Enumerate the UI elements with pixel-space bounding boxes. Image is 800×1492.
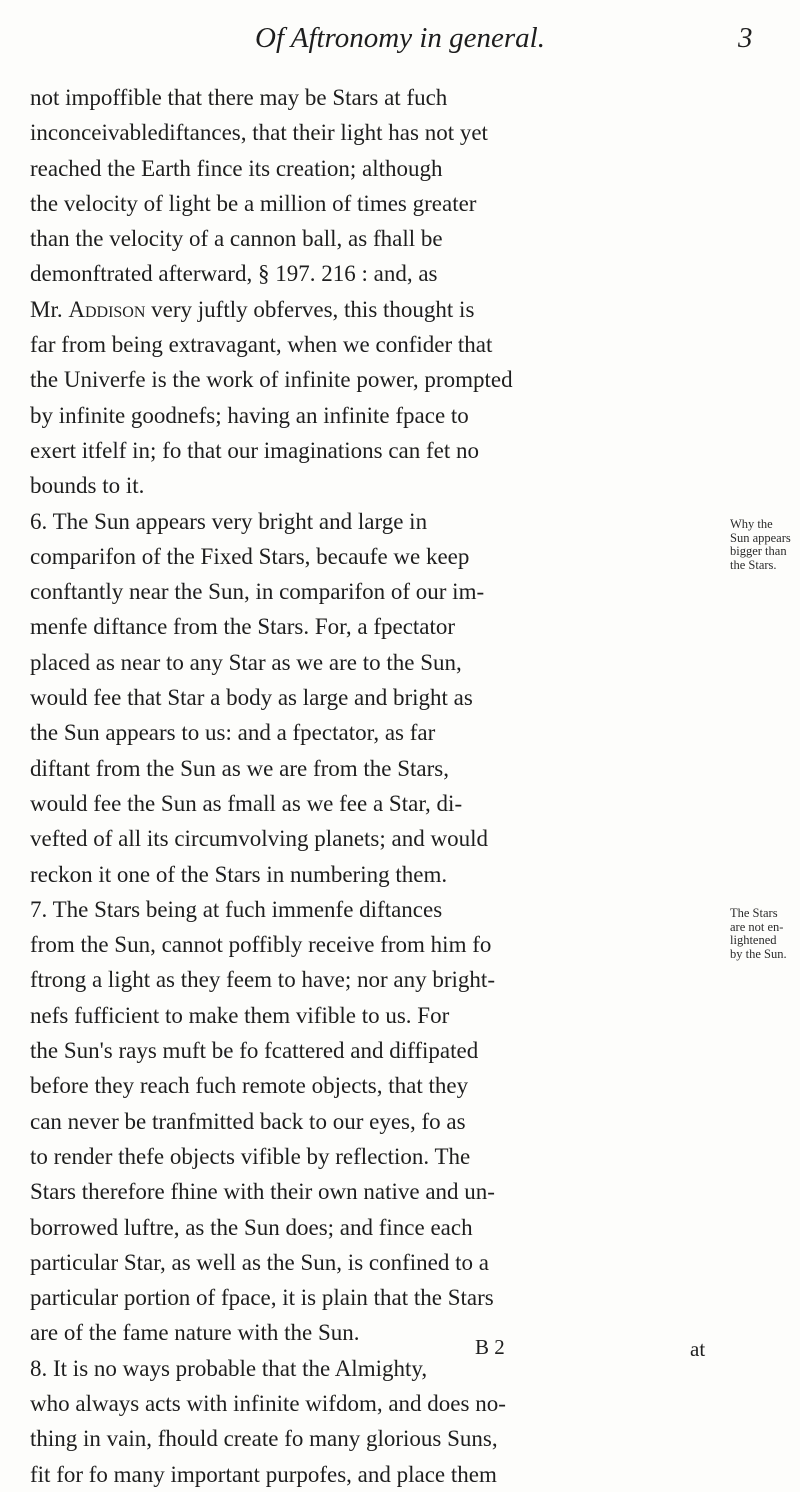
page-number: 3 bbox=[738, 22, 753, 54]
text-line: are of the fame nature with the Sun. bbox=[30, 1320, 360, 1346]
catchword: at bbox=[690, 1337, 706, 1361]
text-line: vefted of all its circumvolving planets; and would bbox=[30, 826, 488, 852]
text-line: the velocity of light be a million of times greater bbox=[30, 190, 477, 216]
text-line: the Univerfe is the work of infinite power, prompted bbox=[30, 367, 513, 393]
text-line: ftrong a light as they feem to have; nor any bright- bbox=[30, 967, 495, 993]
text-line: Mr. Addison very juftly obferves, this thought is bbox=[30, 296, 475, 322]
text-line: the Sun appears to us: and a fpectator, as far bbox=[30, 720, 436, 746]
text-line: the Sun's rays muft be fo fcattered and diffipated bbox=[30, 1038, 479, 1064]
text-line: would fee that Star a body as large and bright as bbox=[30, 685, 473, 711]
text-line: far from being extravagant, when we confider that bbox=[30, 332, 493, 358]
text-line: particular portion of fpace, it is plain that the Stars bbox=[30, 1285, 494, 1311]
text-line: exert itfelf in; fo that our imaginations can fet no bbox=[30, 437, 479, 463]
signature-mark: B 2 bbox=[475, 1335, 505, 1359]
margin-note-stars-not-enlightened bbox=[730, 907, 798, 961]
text-line: comparifon of the Fixed Stars, becaufe we keep bbox=[30, 543, 470, 569]
text-line: thing in vain, fhould create fo many glorious Suns, bbox=[30, 1426, 498, 1452]
margin-note-sun-appears-bigger bbox=[730, 518, 798, 572]
text-line: Stars therefore fhine with their own native and un- bbox=[30, 1179, 495, 1205]
text-line: inconceivablediftances, that their light has not yet bbox=[30, 120, 488, 146]
text-line: bounds to it. bbox=[30, 473, 145, 499]
text-line: fit for fo many important purpofes, and place them bbox=[30, 1461, 497, 1487]
text-line: from the Sun, cannot poffibly receive from him fo bbox=[30, 932, 492, 958]
text-line: can never be tranfmitted back to our eyes, fo as bbox=[30, 1108, 466, 1134]
text-line: diftant from the Sun as we are from the Stars, bbox=[30, 755, 449, 781]
margin-note-line: bigger than bbox=[730, 544, 787, 558]
margin-note-line: are not en- bbox=[730, 919, 784, 934]
text-line: 8. It is no ways probable that the Almighty, bbox=[30, 1355, 428, 1381]
text-line: would fee the Sun as fmall as we fee a Star, di- bbox=[30, 790, 463, 816]
author-name-smallcaps: Addison bbox=[68, 296, 146, 322]
text-line: not impoffible that there may be Stars at fuch bbox=[30, 85, 448, 110]
text-line: conftantly near the Sun, in comparifon of our im- bbox=[30, 579, 485, 605]
text-line: by infinite goodnefs; having an infinite fpace to bbox=[30, 402, 469, 428]
text-line: menfe diftance from the Stars. For, a fpectator bbox=[30, 614, 456, 640]
margin-note-line: Why the bbox=[730, 517, 773, 531]
text-line: borrowed luftre, as the Sun does; and fince each bbox=[30, 1214, 473, 1240]
text-line: placed as near to any Star as we are to the Sun, bbox=[30, 649, 462, 675]
text-line: particular Star, as well as the Sun, is confined to a bbox=[30, 1249, 489, 1275]
text-line: reached the Earth fince its creation; although bbox=[30, 155, 443, 181]
margin-note-line: the Stars. bbox=[730, 557, 777, 572]
running-header: Of Aftronomy in general. bbox=[255, 22, 545, 54]
text-line: nefs fufficient to make them vifible to us. For bbox=[30, 1002, 450, 1028]
margin-note-line: Sun appears bbox=[730, 530, 791, 545]
text-line: reckon it one of the Stars in numbering them. bbox=[30, 861, 448, 887]
text-line: who always acts with infinite wifdom, and does no- bbox=[30, 1390, 506, 1416]
text-line: 6. The Sun appears very bright and large in bbox=[30, 508, 428, 534]
margin-note-line: by the Sun. bbox=[730, 946, 787, 961]
margin-note-line: lightened bbox=[730, 933, 777, 947]
body-text bbox=[30, 80, 720, 1492]
text-line: to render thefe objects vifible by reflection. The bbox=[30, 1143, 471, 1169]
margin-note-line: The Stars bbox=[730, 906, 778, 920]
text-line: demonftrated afterward, § 197. 216 : and, as bbox=[30, 261, 438, 287]
text-line: than the velocity of a cannon ball, as fhall be bbox=[30, 226, 443, 252]
text-line: before they reach fuch remote objects, that they bbox=[30, 1073, 469, 1099]
text-line: 7. The Stars being at fuch immenfe diftances bbox=[30, 896, 443, 922]
